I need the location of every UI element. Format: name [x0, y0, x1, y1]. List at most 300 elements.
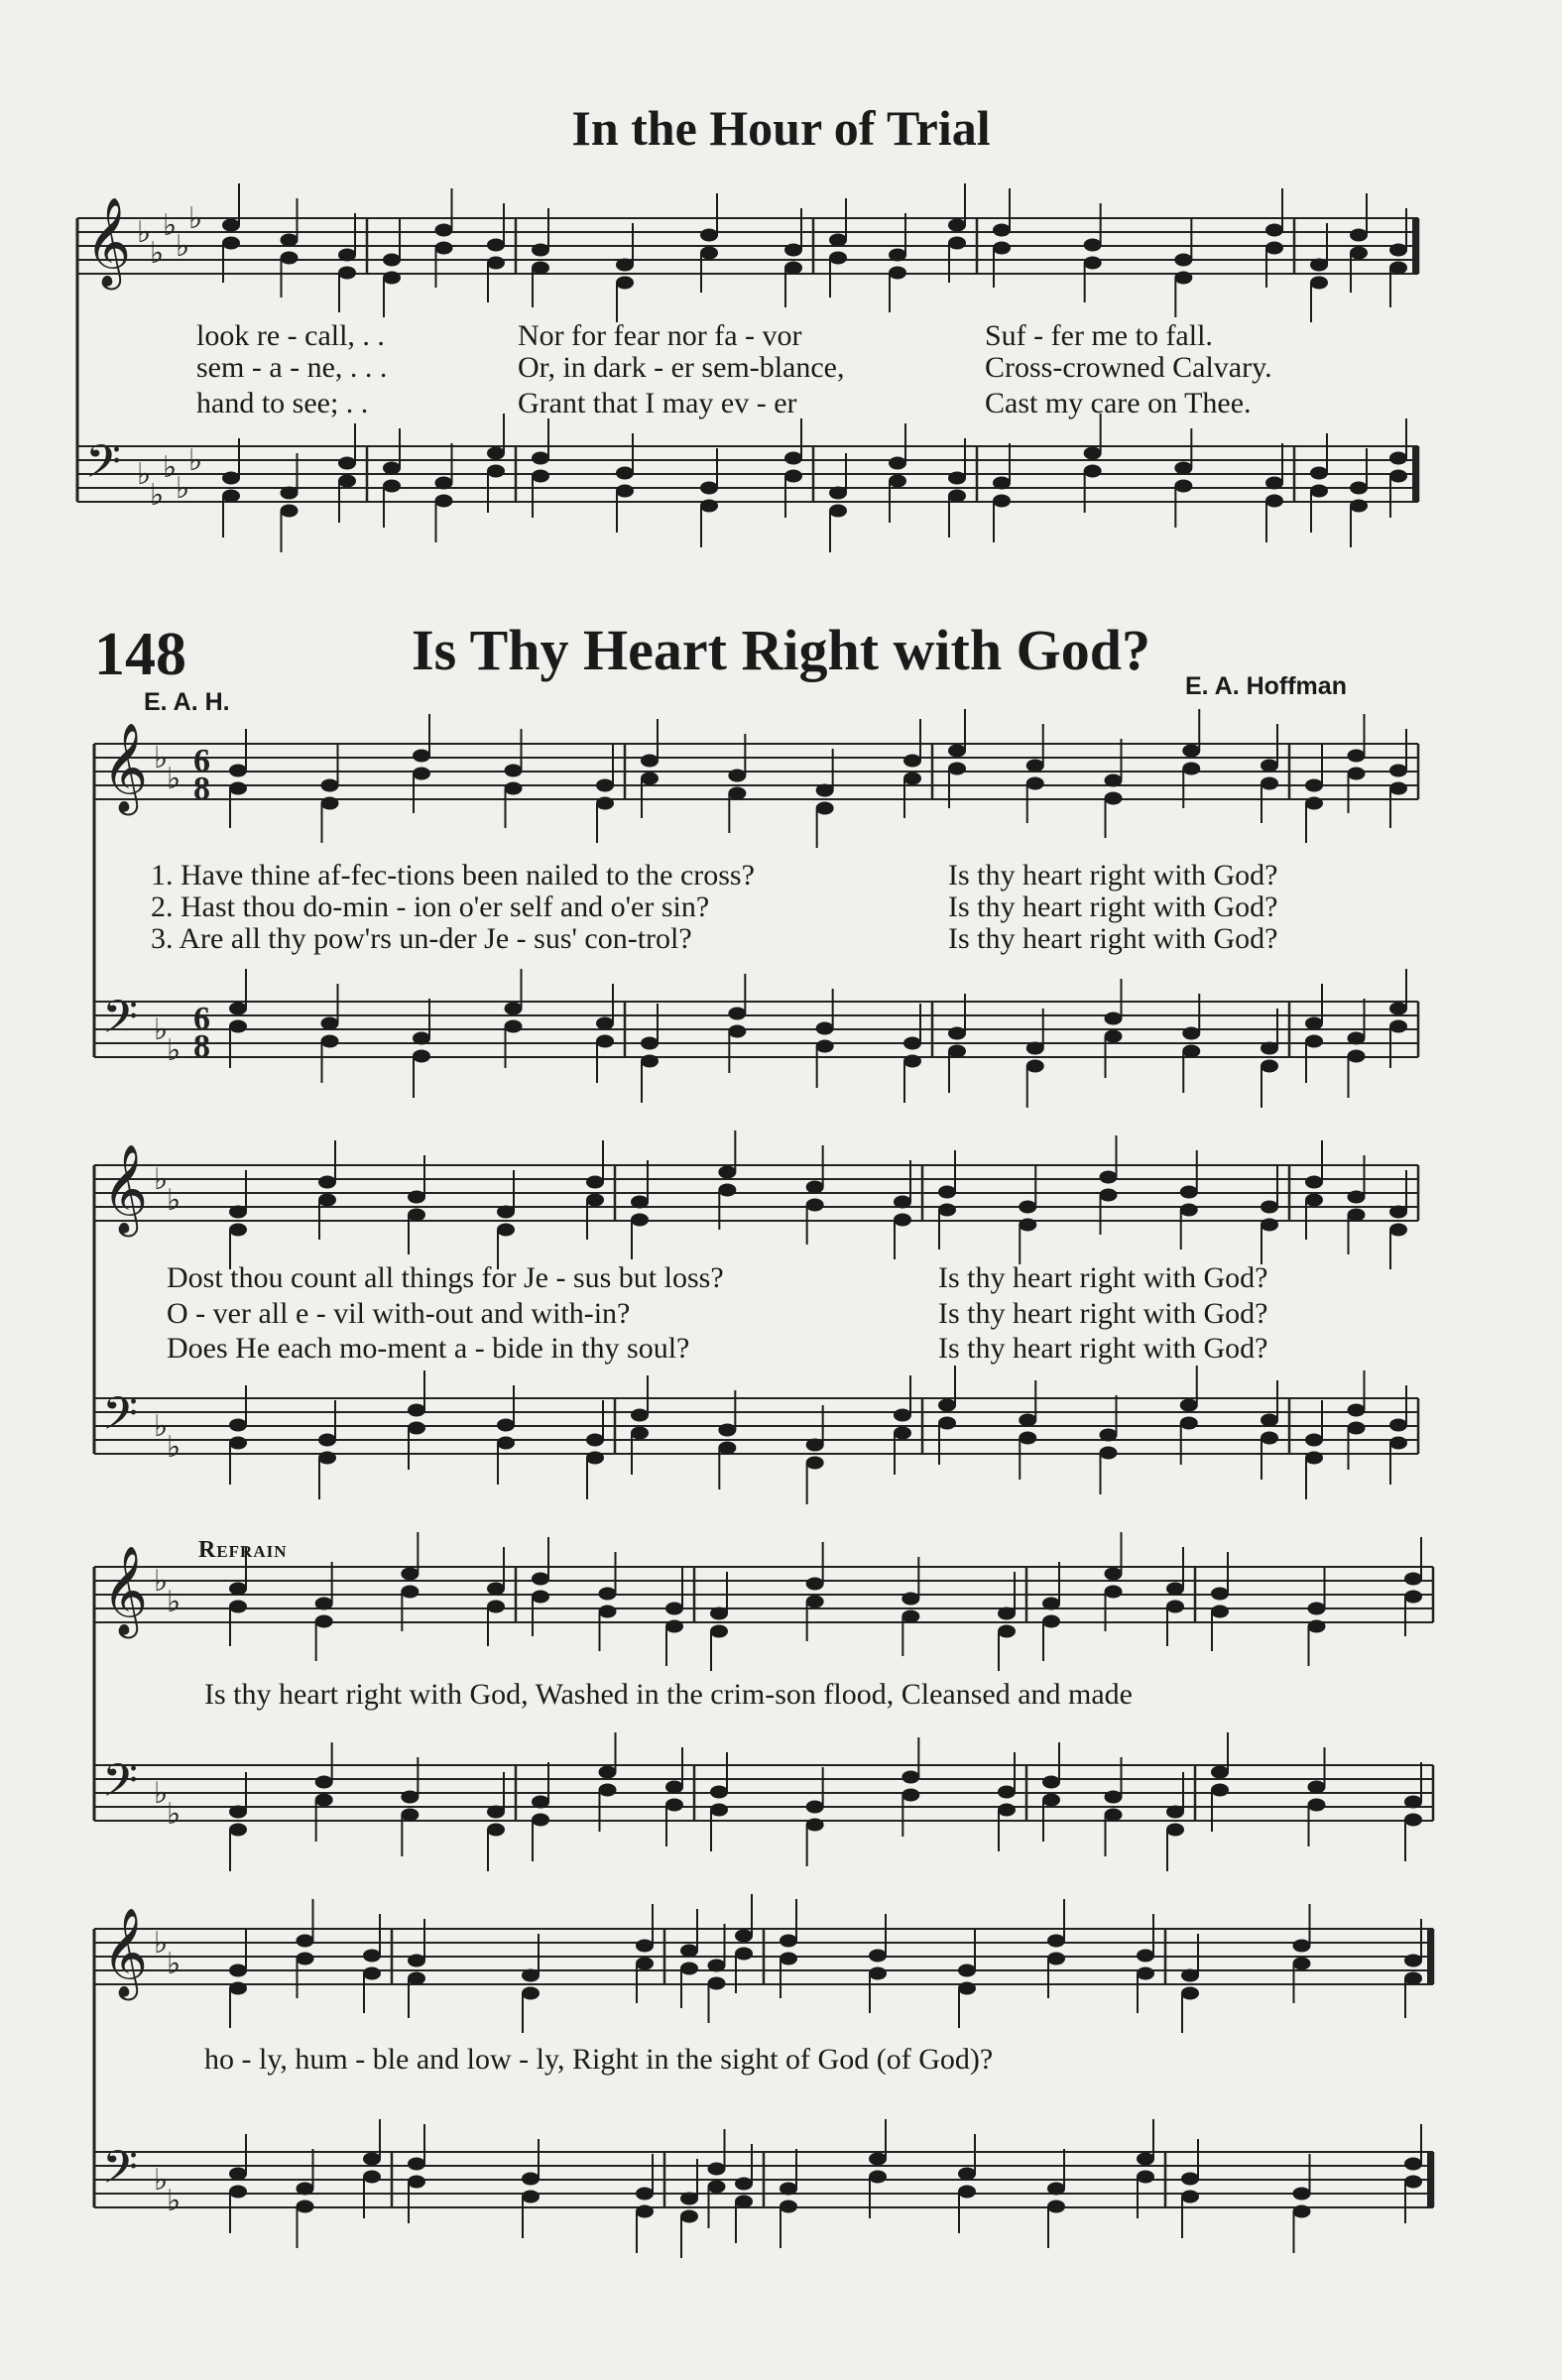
- note-head: [1181, 2191, 1199, 2203]
- flat-sign: ♭: [163, 208, 178, 243]
- note-head: [869, 2171, 887, 2184]
- verse-text: 3. Are all thy pow'rs un-der Je - sus' con-trol?: [151, 922, 692, 955]
- flat-sign: ♭: [154, 1564, 169, 1599]
- note-head: [1350, 247, 1368, 260]
- note-head: [1084, 257, 1102, 270]
- note-head: [665, 1603, 683, 1615]
- note-head: [869, 2153, 887, 2166]
- note-head: [1350, 229, 1368, 242]
- note-head: [505, 1020, 523, 1033]
- note-head: [229, 1601, 247, 1613]
- note-head: [318, 1194, 336, 1207]
- note-head: [487, 1583, 505, 1596]
- note-head: [297, 2201, 314, 2213]
- note-head: [1389, 452, 1407, 465]
- note-head: [599, 1588, 617, 1601]
- flat-sign: ♭: [188, 443, 203, 478]
- verse-response: Is thy heart right with God?: [948, 922, 1278, 955]
- note-head: [487, 1806, 505, 1819]
- verse-text: Does He each mo-ment a - bide in thy soul?: [167, 1332, 690, 1365]
- note-head: [1308, 1620, 1326, 1633]
- verse-text: O - ver all e - vil with-out and with-in?: [167, 1297, 631, 1330]
- bass-clef: 𝄢: [102, 991, 139, 1055]
- note-head: [641, 1055, 659, 1068]
- verse-response: Is thy heart right with God?: [938, 1332, 1268, 1365]
- note-head: [487, 447, 505, 460]
- note-head: [1100, 1429, 1118, 1442]
- words-credit: E. A. H.: [144, 688, 230, 716]
- flat-sign: ♭: [154, 1409, 169, 1444]
- note-head: [1389, 262, 1407, 275]
- note-head: [1047, 2183, 1065, 2196]
- note-head: [435, 224, 453, 237]
- note-head: [532, 1796, 549, 1809]
- note-head: [596, 797, 614, 810]
- bass-clef: 𝄢: [102, 2141, 139, 2205]
- note-head: [1019, 1414, 1036, 1427]
- note-head: [315, 1615, 333, 1628]
- note-head: [993, 477, 1011, 490]
- note-head: [487, 465, 505, 478]
- note-head: [665, 1799, 683, 1812]
- note-head: [408, 1191, 425, 1204]
- note-head: [1305, 779, 1323, 792]
- note-head: [1265, 477, 1283, 490]
- note-head: [680, 2210, 698, 2223]
- note-head: [718, 1166, 736, 1179]
- note-head: [1404, 1955, 1422, 1967]
- treble-clef: 𝄞: [102, 1546, 149, 1635]
- time-signature-bottom: 8: [193, 1028, 210, 1065]
- note-head: [948, 763, 966, 775]
- note-head: [1182, 745, 1200, 758]
- note-head: [229, 1437, 247, 1450]
- note-head: [1348, 750, 1366, 763]
- note-head: [1166, 1601, 1184, 1613]
- note-head: [1305, 1434, 1323, 1447]
- prev-lyric-fragment: Cast my care on Thee.: [985, 387, 1252, 419]
- flat-sign: ♭: [137, 215, 152, 250]
- note-head: [1305, 1017, 1323, 1030]
- treble-clef: 𝄞: [85, 197, 132, 287]
- note-head: [1261, 1201, 1278, 1214]
- note-head: [401, 1791, 419, 1804]
- note-head: [281, 505, 299, 518]
- note-head: [780, 2183, 797, 2196]
- note-head: [315, 1776, 333, 1789]
- note-head: [435, 495, 453, 508]
- note-head: [710, 1625, 728, 1638]
- note-head: [816, 802, 834, 815]
- note-head: [1100, 1171, 1118, 1184]
- note-head: [1105, 1586, 1123, 1599]
- note-head: [903, 755, 921, 768]
- note-head: [889, 475, 906, 488]
- note-head: [408, 1422, 425, 1435]
- note-head: [413, 750, 430, 763]
- note-head: [1180, 1417, 1198, 1430]
- note-head: [735, 2178, 753, 2191]
- note-head: [938, 1399, 956, 1412]
- note-head: [1310, 259, 1328, 272]
- note-head: [993, 242, 1011, 255]
- note-head: [993, 495, 1011, 508]
- note-head: [229, 1419, 247, 1432]
- note-head: [616, 277, 634, 290]
- note-head: [1389, 244, 1407, 257]
- note-head: [1261, 1414, 1278, 1427]
- note-head: [363, 1967, 381, 1980]
- note-head: [998, 1625, 1016, 1638]
- note-head: [631, 1427, 649, 1440]
- note-head: [383, 272, 401, 285]
- note-head: [1166, 1583, 1184, 1596]
- note-head: [222, 237, 240, 250]
- note-head: [1211, 1766, 1229, 1779]
- note-head: [229, 2168, 247, 2181]
- note-head: [780, 2201, 797, 2213]
- note-head: [636, 2205, 654, 2218]
- note-head: [401, 1809, 419, 1822]
- note-head: [1019, 1201, 1036, 1214]
- note-head: [338, 457, 356, 470]
- note-head: [532, 1573, 549, 1586]
- note-head: [1181, 2173, 1199, 2186]
- hymn-title: Is Thy Heart Right with God?: [412, 618, 1150, 682]
- note-head: [1137, 2153, 1154, 2166]
- note-head: [1348, 768, 1366, 780]
- note-head: [710, 1804, 728, 1817]
- note-head: [435, 477, 453, 490]
- note-head: [1404, 1796, 1422, 1809]
- note-head: [869, 1967, 887, 1980]
- note-head: [497, 1437, 515, 1450]
- note-head: [1182, 1045, 1200, 1058]
- flat-sign: ♭: [188, 201, 203, 236]
- note-head: [408, 1972, 425, 1985]
- note-head: [636, 1940, 654, 1953]
- note-head: [816, 1040, 834, 1053]
- note-head: [229, 1206, 247, 1219]
- note-head: [718, 1424, 736, 1437]
- note-head: [894, 1196, 911, 1209]
- refrain-label: Refrain: [198, 1537, 288, 1563]
- hymn-number: 148: [94, 621, 186, 688]
- prev-lyric-fragment: Cross-crowned Calvary.: [985, 351, 1272, 384]
- note-head: [383, 462, 401, 475]
- note-head: [1348, 1191, 1366, 1204]
- note-head: [1404, 1573, 1422, 1586]
- note-head: [1019, 1219, 1036, 1232]
- note-head: [784, 452, 802, 465]
- note-head: [948, 1027, 966, 1040]
- note-head: [816, 1022, 834, 1035]
- note-head: [780, 1935, 797, 1948]
- note-head: [1105, 792, 1123, 805]
- time-signature-bottom: 8: [193, 771, 210, 807]
- note-head: [363, 2153, 381, 2166]
- refrain-line-2: ho - ly, hum - ble and low - ly, Right in the sight of God (of God)?: [204, 2043, 994, 2076]
- note-head: [1042, 1776, 1060, 1789]
- note-head: [1389, 1419, 1407, 1432]
- note-head: [903, 773, 921, 785]
- flat-sign: ♭: [176, 471, 190, 506]
- note-head: [1211, 1606, 1229, 1618]
- note-head: [408, 2176, 425, 2189]
- verse-text: Dost thou count all things for Je - sus but loss?: [167, 1261, 724, 1294]
- music-credit: E. A. Hoffman: [1185, 672, 1347, 700]
- note-head: [1308, 1781, 1326, 1794]
- note-head: [1305, 797, 1323, 810]
- note-head: [806, 1596, 824, 1608]
- note-head: [401, 1586, 419, 1599]
- note-head: [901, 1610, 919, 1623]
- flat-sign: ♭: [163, 450, 178, 485]
- note-head: [497, 1419, 515, 1432]
- note-head: [321, 797, 339, 810]
- note-head: [1404, 1591, 1422, 1604]
- note-head: [938, 1417, 956, 1430]
- prev-lyric-fragment: Nor for fear nor fa - vor: [518, 319, 802, 352]
- note-head: [829, 487, 847, 500]
- note-head: [784, 470, 802, 483]
- note-head: [901, 1771, 919, 1784]
- final-barline: [1412, 446, 1419, 502]
- note-head: [229, 765, 247, 777]
- flat-sign: ♭: [176, 229, 190, 264]
- note-head: [1174, 272, 1192, 285]
- note-head: [522, 2191, 540, 2203]
- note-head: [487, 1601, 505, 1613]
- note-head: [1348, 1422, 1366, 1435]
- verse-response: Is thy heart right with God?: [938, 1297, 1268, 1330]
- note-head: [408, 2158, 425, 2171]
- note-head: [993, 224, 1011, 237]
- note-head: [1261, 1219, 1278, 1232]
- note-head: [1166, 1824, 1184, 1837]
- flat-sign: ♭: [167, 1183, 181, 1218]
- note-head: [1310, 467, 1328, 480]
- note-head: [1182, 1027, 1200, 1040]
- note-head: [1026, 1060, 1044, 1073]
- final-barline: [1412, 218, 1419, 274]
- note-head: [1389, 470, 1407, 483]
- note-head: [1026, 1042, 1044, 1055]
- note-head: [532, 452, 549, 465]
- note-head: [222, 472, 240, 485]
- note-head: [958, 2186, 976, 2199]
- note-head: [408, 1955, 425, 1967]
- note-head: [1265, 242, 1283, 255]
- prev-lyric-fragment: Grant that I may ev - er: [518, 387, 797, 419]
- note-head: [1389, 765, 1407, 777]
- note-head: [1180, 1399, 1198, 1412]
- flat-sign: ♭: [154, 1162, 169, 1197]
- note-head: [1261, 1432, 1278, 1445]
- note-head: [1305, 1194, 1323, 1207]
- note-head: [1174, 480, 1192, 493]
- note-head: [641, 773, 659, 785]
- note-head: [596, 1035, 614, 1048]
- note-head: [229, 1224, 247, 1237]
- note-head: [1310, 277, 1328, 290]
- note-head: [1261, 777, 1278, 790]
- note-head: [586, 1176, 604, 1189]
- note-head: [735, 1930, 753, 1943]
- note-head: [487, 257, 505, 270]
- note-head: [958, 2168, 976, 2181]
- note-head: [948, 745, 966, 758]
- note-head: [1389, 1206, 1407, 1219]
- note-head: [497, 1224, 515, 1237]
- note-head: [1308, 1799, 1326, 1812]
- note-head: [1404, 1972, 1422, 1985]
- note-head: [710, 1786, 728, 1799]
- verse-response: Is thy heart right with God?: [948, 859, 1278, 892]
- note-head: [938, 1186, 956, 1199]
- note-head: [383, 254, 401, 267]
- flat-sign: ♭: [150, 478, 165, 513]
- note-head: [586, 1194, 604, 1207]
- note-head: [229, 1824, 247, 1837]
- note-head: [1181, 1987, 1199, 2000]
- note-head: [1047, 1953, 1065, 1965]
- bass-clef: 𝄢: [102, 1387, 139, 1452]
- note-head: [1348, 1404, 1366, 1417]
- note-head: [229, 1003, 247, 1015]
- note-head: [1084, 447, 1102, 460]
- note-head: [1404, 2158, 1422, 2171]
- note-head: [680, 2193, 698, 2205]
- note-head: [700, 482, 718, 495]
- note-head: [532, 1591, 549, 1604]
- note-head: [1042, 1794, 1060, 1807]
- flat-sign: ♭: [167, 1430, 181, 1465]
- note-head: [1211, 1784, 1229, 1797]
- note-head: [383, 480, 401, 493]
- verse-response: Is thy heart right with God?: [938, 1261, 1268, 1294]
- note-head: [958, 1982, 976, 1995]
- note-head: [665, 1620, 683, 1633]
- note-head: [636, 2188, 654, 2201]
- note-head: [1293, 1940, 1311, 1953]
- note-head: [1174, 462, 1192, 475]
- note-head: [1100, 1189, 1118, 1202]
- note-head: [680, 1945, 698, 1958]
- note-head: [522, 1987, 540, 2000]
- note-head: [708, 2163, 726, 2176]
- note-head: [665, 1781, 683, 1794]
- note-head: [1261, 1042, 1278, 1055]
- note-head: [938, 1204, 956, 1217]
- prev-lyric-fragment: sem - a - ne, . . .: [196, 351, 388, 384]
- note-head: [222, 490, 240, 503]
- note-head: [321, 779, 339, 792]
- note-head: [599, 1606, 617, 1618]
- refrain-line-1: Is thy heart right with God, Washed in the crim-son flood, Cleansed and made: [204, 1678, 1133, 1711]
- note-head: [903, 1037, 921, 1050]
- note-head: [596, 1017, 614, 1030]
- note-head: [1182, 763, 1200, 775]
- note-head: [522, 1969, 540, 1982]
- note-head: [321, 1035, 339, 1048]
- note-head: [903, 1055, 921, 1068]
- note-head: [487, 1824, 505, 1837]
- note-head: [780, 1953, 797, 1965]
- note-head: [784, 244, 802, 257]
- note-head: [735, 2196, 753, 2208]
- note-head: [1084, 239, 1102, 252]
- note-head: [1404, 2176, 1422, 2189]
- note-head: [806, 1439, 824, 1452]
- note-head: [718, 1184, 736, 1197]
- note-head: [222, 219, 240, 232]
- note-head: [869, 1950, 887, 1963]
- note-head: [894, 1427, 911, 1440]
- bass-clef: 𝄢: [102, 1754, 139, 1819]
- note-head: [1348, 1050, 1366, 1063]
- note-head: [281, 234, 299, 247]
- note-head: [586, 1434, 604, 1447]
- verse-text: 1. Have thine af-fec-tions been nailed to the cross?: [151, 859, 755, 892]
- note-head: [281, 252, 299, 265]
- treble-clef: 𝄞: [102, 1908, 149, 1997]
- flat-sign: ♭: [167, 1585, 181, 1619]
- note-head: [1019, 1432, 1036, 1445]
- note-head: [1293, 1958, 1311, 1970]
- note-head: [1389, 1224, 1407, 1237]
- note-head: [487, 239, 505, 252]
- flat-sign: ♭: [154, 1776, 169, 1811]
- note-head: [532, 262, 549, 275]
- note-head: [522, 2173, 540, 2186]
- note-head: [641, 1037, 659, 1050]
- note-head: [363, 2171, 381, 2184]
- note-head: [1305, 1176, 1323, 1189]
- time-signature-top: 6: [193, 1001, 210, 1037]
- note-head: [1308, 1603, 1326, 1615]
- note-head: [889, 249, 906, 262]
- note-head: [1042, 1598, 1060, 1610]
- note-head: [710, 1607, 728, 1620]
- note-head: [728, 787, 746, 800]
- note-head: [1166, 1806, 1184, 1819]
- note-head: [829, 505, 847, 518]
- note-head: [338, 249, 356, 262]
- note-head: [1305, 1452, 1323, 1465]
- note-head: [363, 1950, 381, 1963]
- note-head: [315, 1794, 333, 1807]
- note-head: [321, 1017, 339, 1030]
- note-head: [1180, 1204, 1198, 1217]
- note-head: [1310, 485, 1328, 498]
- note-head: [616, 485, 634, 498]
- verse-response: Is thy heart right with God?: [948, 891, 1278, 923]
- note-head: [229, 782, 247, 795]
- flat-sign: ♭: [167, 762, 181, 796]
- note-head: [599, 1784, 617, 1797]
- note-head: [1105, 1568, 1123, 1581]
- note-head: [229, 1806, 247, 1819]
- note-head: [586, 1452, 604, 1465]
- prev-lyric-fragment: look re - call, . .: [196, 319, 385, 352]
- flat-sign: ♭: [150, 236, 165, 271]
- note-head: [599, 1766, 617, 1779]
- note-head: [408, 1209, 425, 1222]
- note-head: [1105, 1012, 1123, 1025]
- note-head: [894, 1214, 911, 1227]
- previous-hymn-title: In the Hour of Trial: [571, 100, 991, 156]
